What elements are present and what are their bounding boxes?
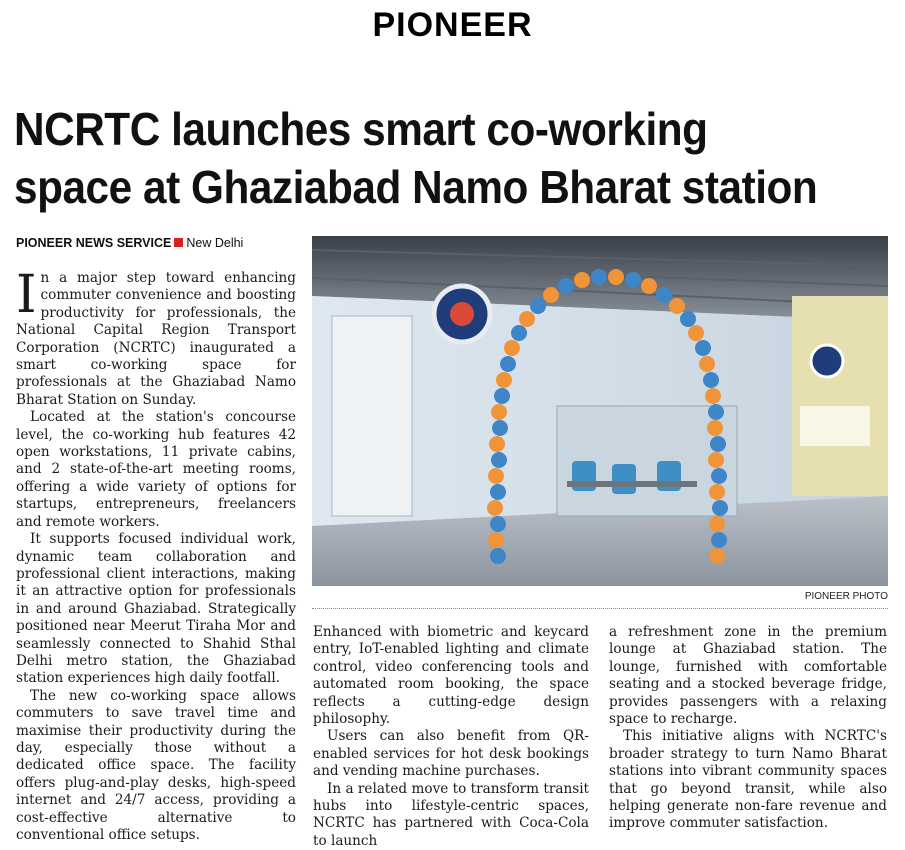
paragraph (16, 265, 296, 409)
paragraph-text: n a major step toward enhancing commuter convenience and boosting productivity for professionals, the National Capital Region Transport Corporation (NCRTC) inaugurated a smart co-working space for professionals at the Ghaziabad Namo Bharat Station on Sunday. (16, 270, 296, 408)
paragraph: a refreshment zone in the premium lounge at Ghaziabad station. The lounge, furnished with comfortable seating and a stocked beverage fridge, provides passengers with a relaxing space to recharge. (609, 624, 887, 728)
paragraph: It supports focused individual work, dynamic team collaboration and professional client interactions, making it an attractive option for professionals in and around Ghaziabad. Strategically positioned near Meerut Tiraha Mor and seamlessly connected to Shahid Sthal Delhi metro station, the Ghaziabad station experiences high daily footfall. (16, 531, 296, 687)
divider (312, 608, 888, 609)
article-column-3 (609, 624, 887, 833)
paragraph: Located at the station's concourse level, the co-working hub features 42 open workstations, 11 private cabins, and 2 state-of-the-art meeting rooms, offering a wide variety of options for startups, entrepreneurs, freelancers and remote workers. (16, 409, 296, 530)
photo-credit: PIONEER PHOTO (804, 591, 888, 602)
paragraph: This initiative aligns with NCRTC's broader strategy to turn Namo Bharat stations into vibrant community spaces that go beyond transit, while also helping generate non-fare revenue and improve commuter satisfaction. (609, 728, 887, 832)
paragraph: Enhanced with biometric and keycard entry, IoT-enabled lighting and climate control, video conferencing tools and automated room booking, the space reflects a cutting-edge design philosophy. (313, 624, 589, 728)
red-square-icon (174, 238, 183, 247)
masthead: PIONEER (372, 6, 533, 44)
byline-location: New Delhi (186, 236, 244, 250)
article-column-2 (313, 624, 589, 850)
byline-service: PIONEER NEWS SERVICE (16, 236, 172, 250)
headline: NCRTC launches smart co-working space at Ghaziabad Namo Bharat station (14, 103, 818, 213)
paragraph: Users can also benefit from QR-enabled services for hot desk bookings and vending machine purchases. (313, 728, 589, 780)
news-photo (312, 236, 888, 586)
article-column-1 (16, 265, 296, 844)
byline (16, 236, 243, 250)
drop-cap: I (16, 265, 37, 325)
paragraph: In a related move to transform transit hubs into lifestyle-centric spaces, NCRTC has partnered with Coca-Cola to launch (313, 780, 589, 849)
paragraph: The new co-working space allows commuters to save travel time and maximise their productivity during the day, especially those without a dedicated office space. The facility offers plug-and-play desks, high-speed internet and 24/7 access, providing a cost-effective alternative to conventional office setups. (16, 687, 296, 843)
